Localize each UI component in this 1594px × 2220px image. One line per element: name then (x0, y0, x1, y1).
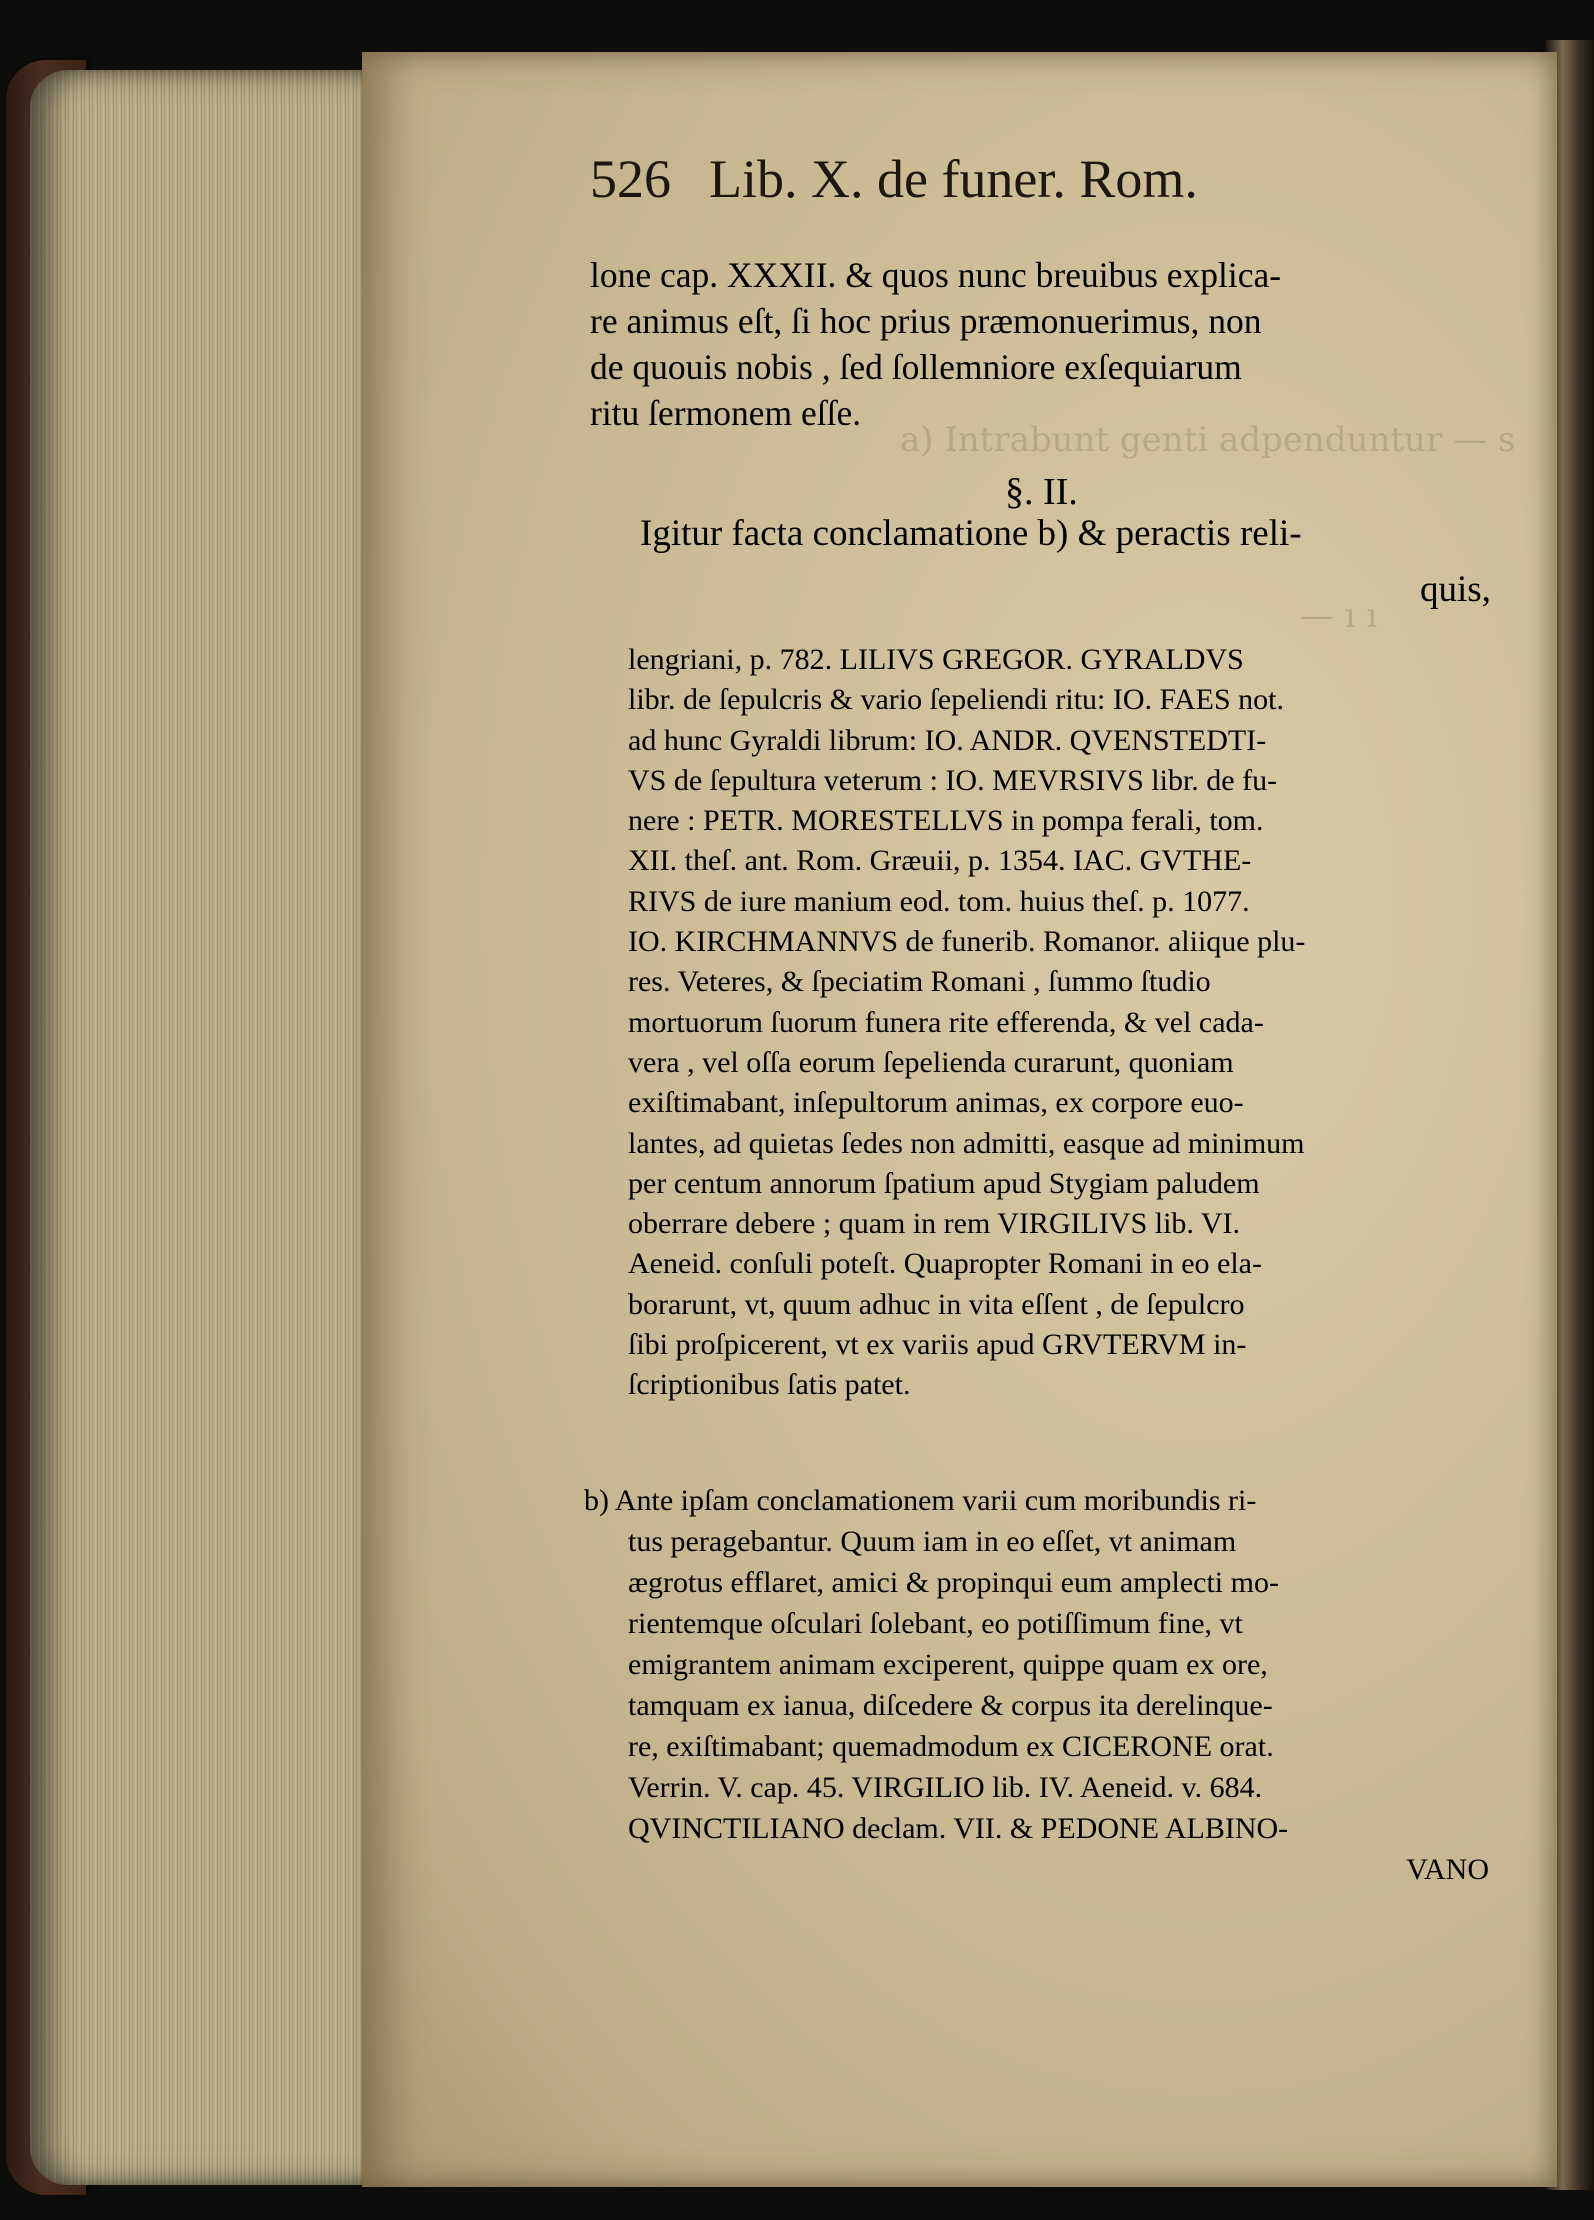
bleed-through: a) Intrabunt genti adpenduntur — s (900, 420, 1516, 460)
section-heading: §. II. (1005, 471, 1078, 513)
footnote-line: mortuorum ſuorum funera rite efferenda, & vel cada- (628, 1005, 1264, 1039)
text-line: re animus eſt, ſi hoc prius præmonuerimus, non (590, 301, 1262, 341)
footnote-line: exiſtimabant, inſepultorum animas, ex corpore euo- (628, 1086, 1244, 1120)
section-line-catchword: quis, (1420, 569, 1491, 610)
page-edges (30, 70, 370, 2185)
footnote-line: QVINCTILIANO declam. VII. & PEDONE ALBINO- (628, 1812, 1289, 1845)
footnote-line: vera , vel oſſa eorum ſepelienda curarunt, quoniam (628, 1045, 1234, 1079)
footnote-line: borarunt, vt, quum adhuc in vita eſſent , de ſepulcro (628, 1287, 1245, 1321)
footnote-a (628, 640, 1508, 1406)
footnote-line: lengriani, p. 782. LILIVS GREGOR. GYRALDVS (628, 643, 1244, 676)
footnote-line: res. Veteres, & ſpeciatim Romani , ſummo ſtudio (628, 965, 1211, 999)
running-head (590, 148, 1198, 210)
footnote-line: Aeneid. conſuli poteſt. Quapropter Romani in eo ela- (628, 1247, 1262, 1281)
section-line: Igitur facta conclamatione b) & peractis reli- (640, 513, 1302, 554)
footnote-line: libr. de ſepulcris & vario ſepeliendi ritu: IO. FAES not. (628, 683, 1285, 717)
running-title: Lib. X. de funer. Rom. (709, 149, 1198, 209)
footnote-line: nere : PETR. MORESTELLVS in pompa ferali, tom. (628, 804, 1264, 838)
footnote-line: IO. KIRCHMANNVS de funerib. Romanor. aliique plu- (628, 925, 1306, 959)
page-number: 526 (590, 149, 671, 209)
text-line: ritu ſermonem eſſe. (590, 393, 862, 433)
text-line: de quouis nobis , ſed ſollemniore exſequiarum (590, 347, 1242, 387)
footnote-b (584, 1480, 1509, 1890)
footnote-line: ſibi proſpicerent, vt ex variis apud GRVTERVM in- (628, 1328, 1247, 1362)
footnote-line: oberrare debere ; quam in rem VIRGILIVS lib. VI. (628, 1207, 1241, 1241)
footnote-line: emigrantem animam exciperent, quippe quam ex ore, (628, 1648, 1268, 1681)
footnote-line: rientemque oſculari ſolebant, eo potiſſimum fine, vt (628, 1607, 1243, 1640)
footnote-line: per centum annorum ſpatium apud Stygiam paludem (628, 1166, 1260, 1200)
footnote-line: lantes, ad quietas ſedes non admitti, easque ad minimum (628, 1126, 1305, 1160)
footnote-line: XII. theſ. ant. Rom. Græuii, p. 1354. IAC. GVTHE- (628, 844, 1252, 878)
main-text (590, 252, 1508, 436)
catchword: VANO (1406, 1853, 1489, 1886)
bleed-through: — ı ı (1300, 596, 1378, 636)
footnote-line: tamquam ex ianua, diſcedere & corpus ita derelinque- (628, 1689, 1273, 1722)
footnote-line: ad hunc Gyraldi librum: IO. ANDR. QVENSTEDTI- (628, 723, 1267, 757)
footnote-line: VS de ſepultura veterum : IO. MEVRSIVS libr. de fu- (628, 763, 1278, 797)
footnote-line: b) Ante ipſam conclamationem varii cum moribundis ri- (584, 1484, 1257, 1517)
footnote-line: ſcriptionibus ſatis patet. (628, 1368, 911, 1402)
footnote-line: Verrin. V. cap. 45. VIRGILIO lib. IV. Aeneid. v. 684. (628, 1771, 1263, 1804)
footnote-line: RIVS de iure manium eod. tom. huius theſ. p. 1077. (628, 884, 1250, 918)
footnote-line: tus peragebantur. Quum iam in eo eſſet, vt animam (628, 1525, 1237, 1558)
footnote-line: re, exiſtimabant; quemadmodum ex CICERONE orat. (628, 1730, 1274, 1763)
text-line: lone cap. XXXII. & quos nunc breuibus explica- (590, 255, 1282, 295)
footnote-line: ægrotus efflaret, amici & propinqui eum amplecti mo- (628, 1566, 1279, 1599)
